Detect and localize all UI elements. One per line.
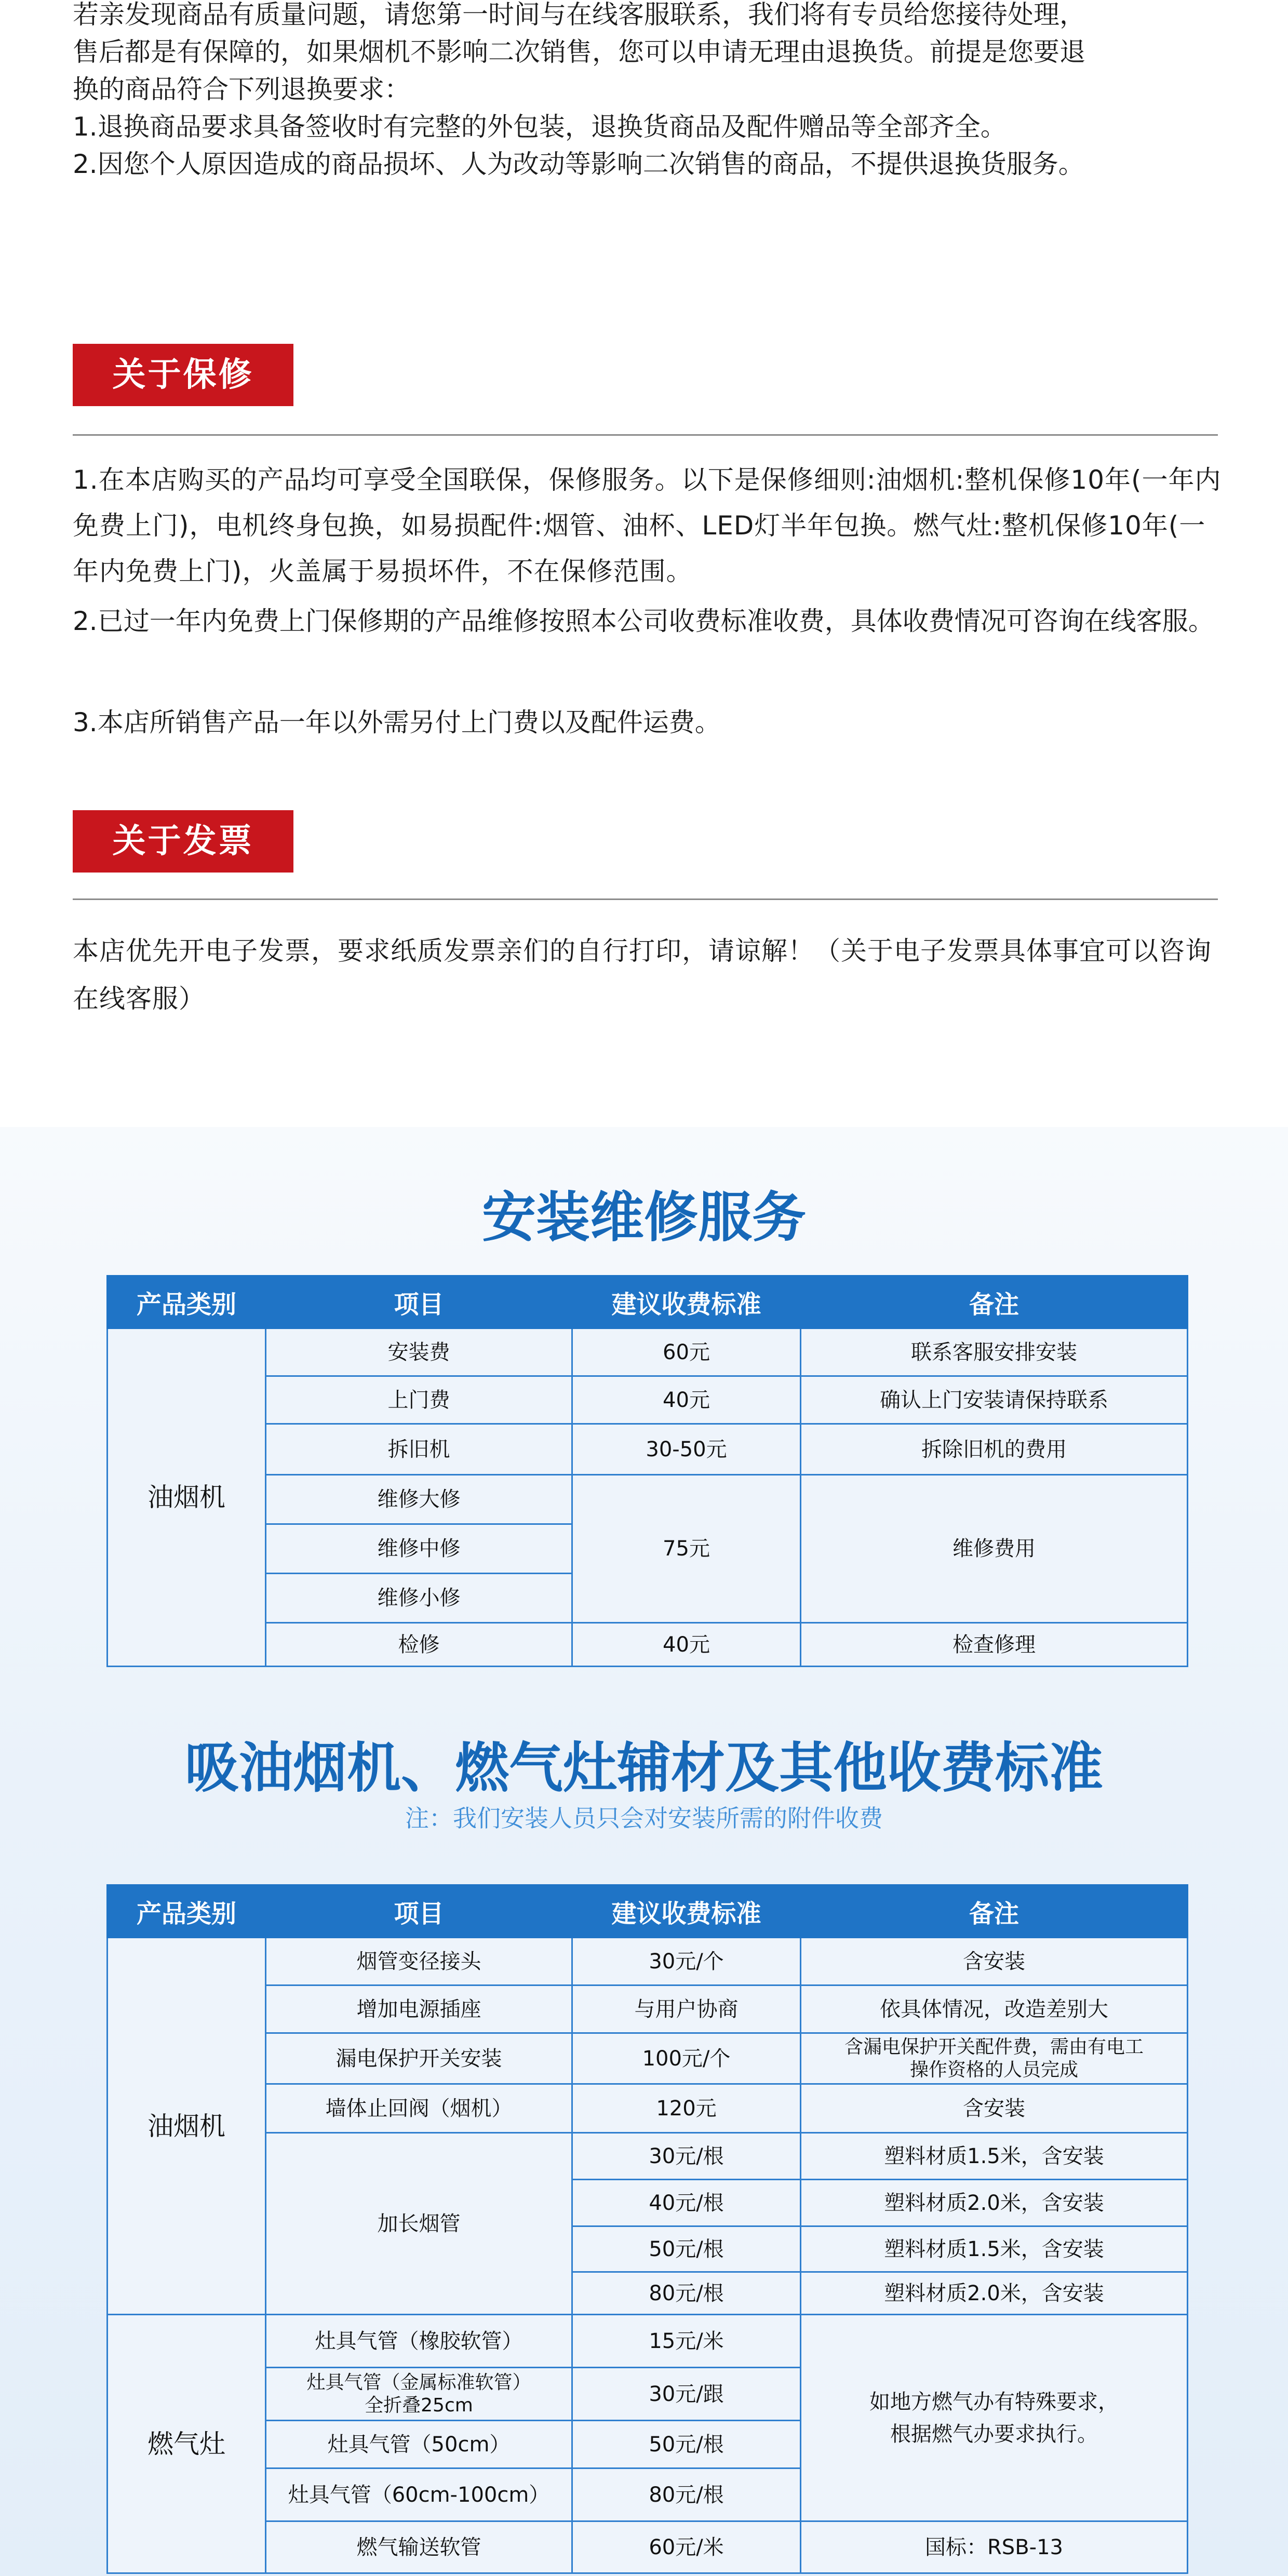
table-row <box>108 1424 1188 1475</box>
fee-cell: 50元/根 <box>572 2226 801 2272</box>
item-cell <box>266 2368 572 2421</box>
invoice-paragraph: 本店优先开电子发票，要求纸质发票亲们的自行打印，请谅解！（关于电子发票具体事宜可以咨询在线客服） <box>73 936 1212 1014</box>
section-divider <box>73 898 1218 900</box>
fee-cell: 80元/根 <box>572 2272 801 2315</box>
item-cell: 烟管变径接头 <box>266 1938 572 1985</box>
item-cell: 灶具气管（50cm） <box>266 2421 572 2468</box>
fee-cell: 40元/根 <box>572 2180 801 2226</box>
table-header-row <box>108 1885 1188 1938</box>
note-cell: 含安装 <box>801 2084 1188 2133</box>
note-cell: 依具体情况，改造差别大 <box>801 1985 1188 2033</box>
table-row <box>108 1623 1188 1667</box>
install-fee-table <box>106 1275 1188 1667</box>
fee-cell: 60元 <box>572 1329 801 1376</box>
item-cell: 加长烟管 <box>266 2133 572 2315</box>
item-cell: 维修大修 <box>266 1475 572 1524</box>
note-cell: 检查修理 <box>801 1623 1188 1667</box>
category-cell: 燃气灶 <box>108 2315 266 2573</box>
warranty-title: 关于保修 <box>73 344 293 406</box>
fee-cell: 120元 <box>572 2084 801 2133</box>
item-cell: 检修 <box>266 1623 572 1667</box>
item-cell: 拆旧机 <box>266 1424 572 1475</box>
note-cell: 塑料材质2.0米，含安装 <box>801 2272 1188 2315</box>
fee-cell: 60元/米 <box>572 2521 801 2573</box>
note-cell <box>801 2033 1188 2084</box>
fees-note: 注：我们安装人员只会对安装所需的附件收费 <box>405 1804 883 1832</box>
item-cell: 灶具气管（橡胶软管） <box>266 2315 572 2368</box>
fee-cell: 80元/根 <box>572 2468 801 2521</box>
item-cell: 燃气输送软管 <box>266 2521 572 2573</box>
header-item: 项目 <box>266 1276 572 1329</box>
item-line: 全折叠25cm <box>365 2394 473 2416</box>
table-row <box>108 2315 1188 2368</box>
note-line: 根据燃气办要求执行。 <box>890 2422 1098 2446</box>
table-row <box>108 1376 1188 1424</box>
item-cell: 上门费 <box>266 1376 572 1424</box>
item-line: 灶具气管（金属标准软管） <box>306 2372 531 2394</box>
table-row <box>108 1475 1188 1524</box>
item-cell: 墙体止回阀（烟机） <box>266 2084 572 2133</box>
header-note: 备注 <box>801 1276 1188 1329</box>
fee-cell: 与用户协商 <box>572 1985 801 2033</box>
note-line: 操作资格的人员完成 <box>909 2059 1078 2081</box>
note-cell: 维修费用 <box>801 1475 1188 1623</box>
section-divider <box>73 434 1218 436</box>
note-line: 含漏电保护开关配件费，需由有电工 <box>844 2036 1144 2058</box>
warranty-paragraph-1: 1.在本店购买的产品均可享受全国联保，保修服务。以下是保修细则:油烟机:整机保修10年(一年内免费上门)，电机终身包换，如易损配件:烟管、油杯、LED灯半年包换。燃气灶:整机保修10年(一年内免费上门)，火盖属于易损坏件，不在保修范围。 <box>73 465 1222 586</box>
note-line: 如地方燃气办有特殊要求， <box>869 2390 1119 2414</box>
fee-cell: 15元/米 <box>572 2315 801 2368</box>
table-row <box>108 2133 1188 2180</box>
item-cell: 安装费 <box>266 1329 572 1376</box>
header-item: 项目 <box>266 1885 572 1938</box>
category-cell: 油烟机 <box>108 1938 266 2315</box>
header-fee: 建议收费标准 <box>572 1885 801 1938</box>
accessory-fee-table <box>106 1884 1188 2574</box>
returns-line: 若亲发现商品有质量问题，请您第一时间与在线客服联系，我们将有专员给您接待处理， <box>73 0 1085 30</box>
header-note: 备注 <box>801 1885 1188 1938</box>
item-cell: 增加电源插座 <box>266 1985 572 2033</box>
table-row <box>108 2033 1188 2084</box>
table-row <box>108 2521 1188 2573</box>
returns-line: 1.退换商品要求具备签收时有完整的外包装，退换货商品及配件赠品等全部齐全。 <box>73 112 1007 142</box>
service-title: 安装维修服务 <box>481 1186 806 1249</box>
table-header-row <box>108 1276 1188 1329</box>
note-cell: 拆除旧机的费用 <box>801 1424 1188 1475</box>
returns-line: 2.因您个人原因造成的商品损坏、人为改动等影响二次销售的商品，不提供退换货服务。 <box>73 149 1084 179</box>
note-cell: 国标：RSB-13 <box>801 2521 1188 2573</box>
fee-cell: 30元/个 <box>572 1938 801 1985</box>
note-cell: 塑料材质1.5米，含安装 <box>801 2133 1188 2180</box>
note-cell <box>801 2315 1188 2521</box>
fee-cell: 40元 <box>572 1623 801 1667</box>
warranty-paragraph-2: 2.已过一年内免费上门保修期的产品维修按照本公司收费标准收费，具体收费情况可咨询在线客服。 <box>73 606 1214 636</box>
note-cell: 联系客服安排安装 <box>801 1329 1188 1376</box>
fee-cell: 30元/跟 <box>572 2368 801 2421</box>
fee-cell: 30元/根 <box>572 2133 801 2180</box>
item-cell: 漏电保护开关安装 <box>266 2033 572 2084</box>
note-cell: 含安装 <box>801 1938 1188 1985</box>
fee-cell: 40元 <box>572 1376 801 1424</box>
category-cell: 油烟机 <box>108 1329 266 1667</box>
note-cell: 塑料材质1.5米，含安装 <box>801 2226 1188 2272</box>
fee-cell: 30-50元 <box>572 1424 801 1475</box>
table-row <box>108 2084 1188 2133</box>
note-cell: 确认上门安装请保持联系 <box>801 1376 1188 1424</box>
table-row <box>108 1985 1188 2033</box>
table-row <box>108 1938 1188 1985</box>
header-category: 产品类别 <box>108 1276 266 1329</box>
header-category: 产品类别 <box>108 1885 266 1938</box>
item-cell: 维修小修 <box>266 1574 572 1623</box>
returns-text <box>73 0 1226 183</box>
invoice-title: 关于发票 <box>73 810 293 873</box>
returns-line: 换的商品符合下列退换要求： <box>73 74 410 104</box>
fee-cell: 50元/根 <box>572 2421 801 2468</box>
item-cell: 灶具气管（60cm-100cm） <box>266 2468 572 2521</box>
returns-line: 售后都是有保障的，如果烟机不影响二次销售，您可以申请无理由退换货。前提是您要退 <box>73 37 1085 67</box>
note-cell: 塑料材质2.0米，含安装 <box>801 2180 1188 2226</box>
fee-cell: 100元/个 <box>572 2033 801 2084</box>
item-cell: 维修中修 <box>266 1524 572 1574</box>
table-row <box>108 1329 1188 1376</box>
warranty-paragraph-3: 3.本店所销售产品一年以外需另付上门费以及配件运费。 <box>73 707 721 737</box>
fees-title: 吸油烟机、燃气灶辅材及其他收费标准 <box>184 1736 1103 1800</box>
header-fee: 建议收费标准 <box>572 1276 801 1329</box>
fee-cell: 75元 <box>572 1475 801 1623</box>
